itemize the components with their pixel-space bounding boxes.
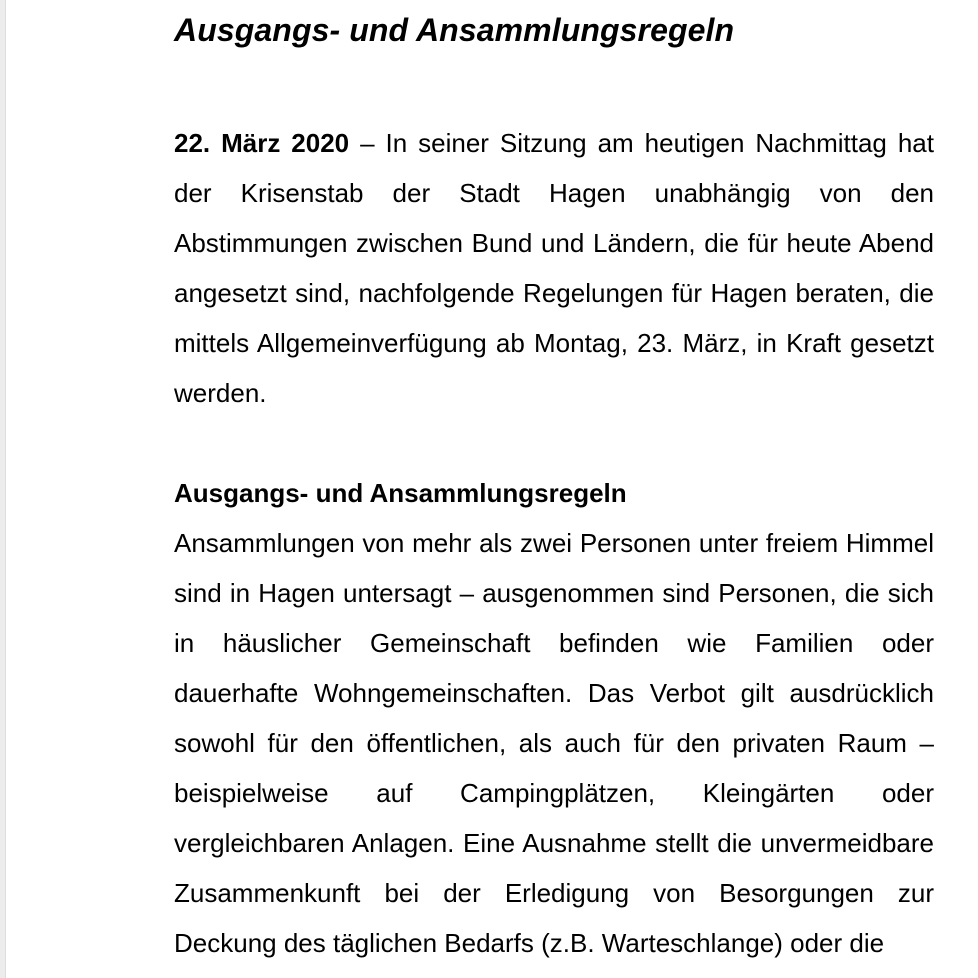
page-left-edge [0, 0, 6, 978]
intro-paragraph [174, 118, 934, 418]
press-date: 22. März 2020 [174, 128, 350, 158]
document-body [174, 0, 934, 968]
document-title: Ausgangs- und Ansammlungsregeln [174, 12, 735, 48]
intro-text: – In seiner Sitzung am heutigen Nachmittag hat der Krisenstab der Stadt Hagen unabhängig von den Abstimmungen zwischen Bund und Ländern, die für heute Abend angesetzt sind, nachfolgende Regelungen für Hagen beraten, die mittels Allgemeinverfügung ab Montag, 23. März, in Kraft gesetzt werden. [174, 128, 934, 408]
section-paragraph: Ansammlungen von mehr als zwei Personen unter freiem Himmel sind in Hagen untersagt – ausgenommen sind Personen, die sich in häuslicher Gemeinschaft befinden wie Familien oder dauerhafte Wohngemeinschaften. Das Verbot gilt ausdrücklich sowohl für den öffentlichen, als auch für den privaten Raum – beispielweise auf Campingplätzen, Kleingärten oder vergleichbaren Anlagen. Eine Ausnahme stellt die unvermeidbare Zusammenkunft bei der Erledigung von Besorgungen zur Deckung des täglichen Bedarfs (z.B. Warteschlange) oder die [174, 528, 934, 958]
section-heading: Ausgangs- und Ansammlungsregeln [174, 478, 627, 508]
